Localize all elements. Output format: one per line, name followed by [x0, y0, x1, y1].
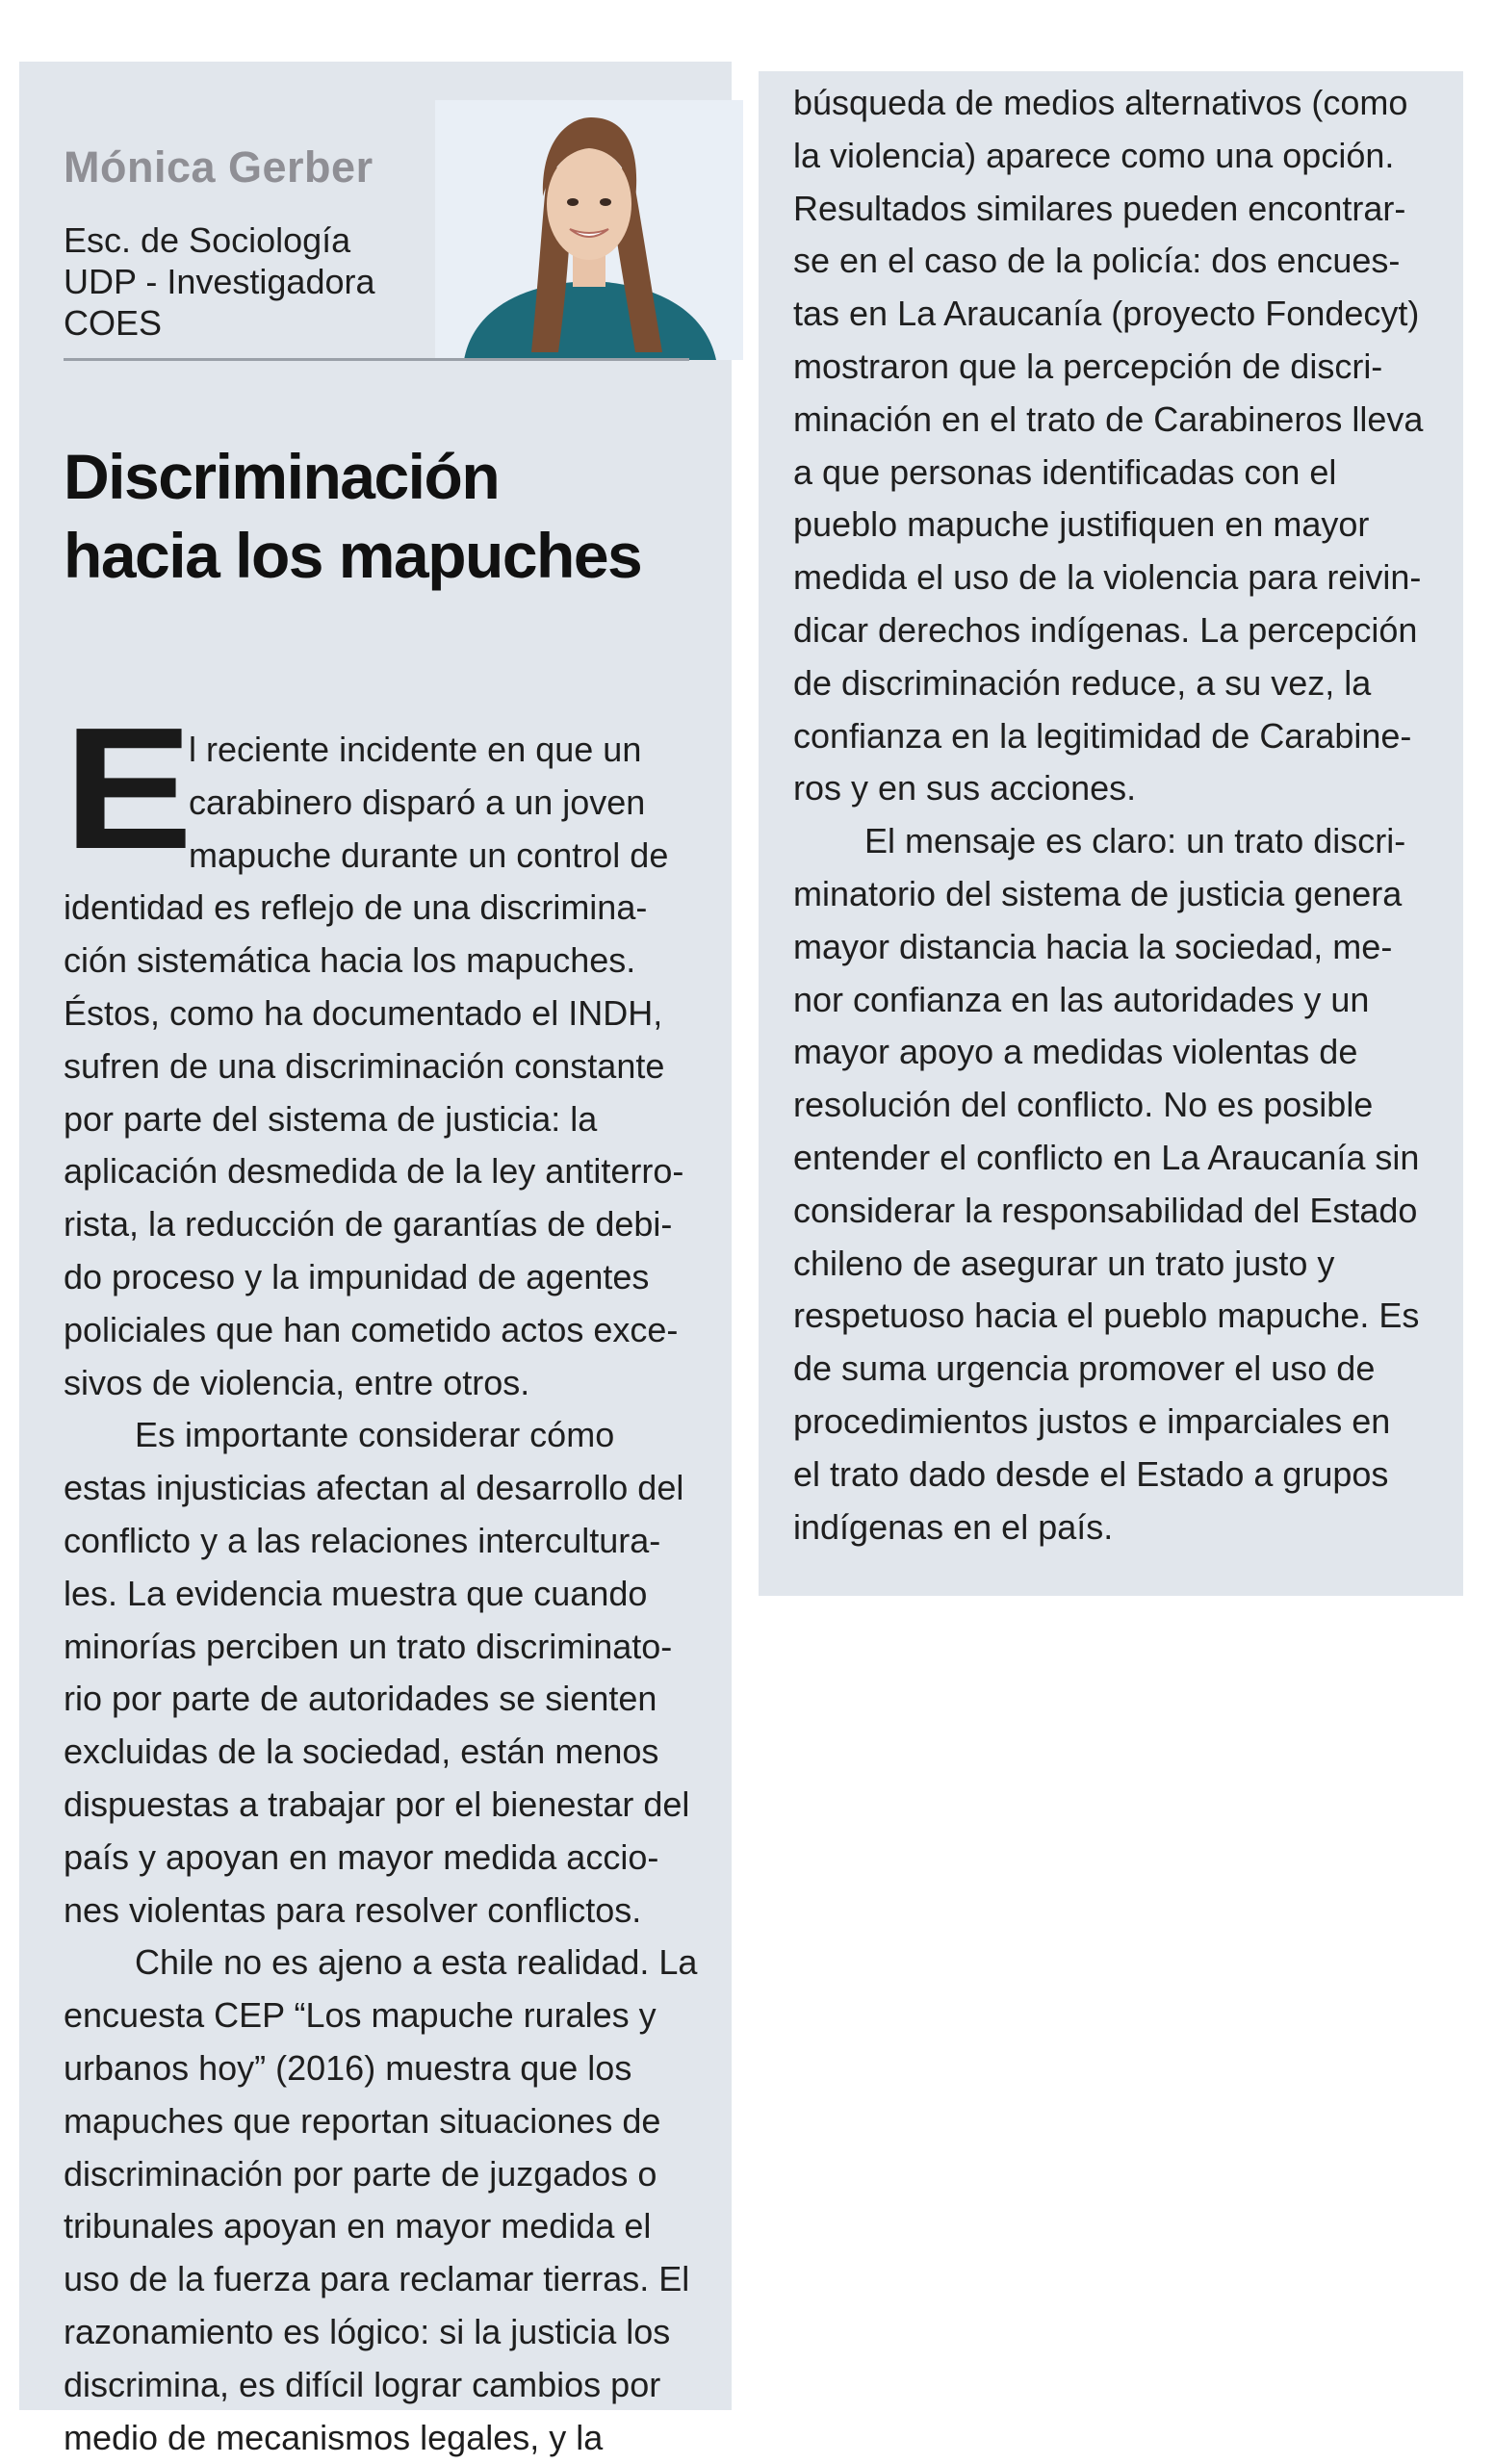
body-line: mayor distancia hacia la sociedad, me-	[793, 926, 1393, 966]
body-line: Resultados similares pueden encontrar-	[793, 188, 1406, 228]
body-line: uso de la fuerza para reclamar tierras. El	[64, 2259, 690, 2299]
body-line: entender el conflicto en La Araucanía sin	[793, 1137, 1420, 1177]
affiliation-line: Esc. de Sociología	[64, 220, 351, 260]
body-line: mapuches que reportan situaciones de	[64, 2100, 661, 2141]
body-line: tas en La Araucanía (proyecto Fondecyt)	[793, 294, 1420, 334]
body-line: l reciente incidente en que un	[189, 730, 642, 769]
affiliation-line: UDP - Investigadora	[64, 262, 375, 301]
body-line: Chile no es ajeno a esta realidad. La	[135, 1942, 698, 1983]
body-line: discrimina, es difícil lograr cambios por	[64, 2364, 661, 2404]
body-line: la violencia) aparece como una opción.	[793, 135, 1395, 175]
author-affiliation	[64, 219, 375, 344]
body-line: de suma urgencia promover el uso de	[793, 1348, 1376, 1389]
article-body-left	[64, 692, 728, 2464]
body-line: respetuoso hacia el pueblo mapuche. Es	[793, 1296, 1420, 1336]
body-line: encuesta CEP “Los mapuche rurales y	[64, 1995, 657, 2036]
body-line: aplicación desmedida de la ley antiterro-	[64, 1151, 684, 1192]
body-line: rio por parte de autoridades se sienten	[64, 1679, 657, 1719]
body-line: el trato dado desde el Estado a grupos	[793, 1453, 1389, 1494]
drop-cap: E	[64, 692, 193, 886]
body-line: chileno de asegurar un trato justo y	[793, 1243, 1335, 1283]
body-line: dicar derechos indígenas. La percepción	[793, 609, 1418, 650]
byline-divider	[64, 358, 689, 361]
body-line: minación en el trato de Carabineros lleva	[793, 398, 1424, 439]
body-line: Éstos, como ha documentado el INDH,	[64, 992, 663, 1033]
body-line: mayor apoyo a medidas violentas de	[793, 1032, 1358, 1072]
affiliation-line: COES	[64, 303, 163, 343]
body-line: mapuche durante un control de	[189, 834, 669, 875]
body-line: policiales que han cometido actos exce-	[64, 1309, 679, 1349]
body-line: estas injusticias afectan al desarrollo del	[64, 1468, 684, 1508]
body-line: carabinero disparó a un joven	[189, 782, 646, 822]
right-column	[759, 71, 1463, 1596]
body-line: por parte del sistema de justicia: la	[64, 1098, 598, 1139]
body-line: considerar la responsabilidad del Estado	[793, 1190, 1418, 1230]
body-line: país y apoyan en mayor medida accio-	[64, 1836, 659, 1877]
body-line: medio de mecanismos legales, y la	[64, 2417, 604, 2457]
headline-line: Discriminación	[64, 441, 500, 512]
body-line: rista, la reducción de garantías de debi-	[64, 1204, 673, 1245]
body-line: les. La evidencia muestra que cuando	[64, 1573, 648, 1613]
body-line: pueblo mapuche justifiquen en mayor	[793, 504, 1370, 545]
body-line: procedimientos justos e imparciales en	[793, 1400, 1391, 1441]
article-body-right	[793, 77, 1448, 1553]
body-line: resolución del conflicto. No es posible	[793, 1085, 1374, 1125]
body-line: El mensaje es claro: un trato discri-	[864, 821, 1406, 861]
body-line: de discriminación reduce, a su vez, la	[793, 662, 1372, 703]
body-line: razonamiento es lógico: si la justicia los	[64, 2311, 671, 2351]
body-line: minatorio del sistema de justicia genera	[793, 873, 1403, 913]
body-line: nes violentas para resolver conflictos.	[64, 1889, 642, 1930]
body-line: indígenas en el país.	[793, 1506, 1114, 1547]
body-line: sivos de violencia, entre otros.	[64, 1362, 530, 1402]
body-line: conflicto y a las relaciones intercultura-	[64, 1520, 661, 1560]
body-line: ción sistemática hacia los mapuches.	[64, 940, 636, 981]
headline-line: hacia los mapuches	[64, 520, 642, 591]
author-name: Mónica Gerber	[64, 142, 374, 192]
body-line: ros y en sus acciones.	[793, 768, 1137, 808]
article-headline	[64, 437, 737, 595]
body-line: tribunales apoyan en mayor medida el	[64, 2206, 652, 2246]
body-line: a que personas identificadas con el	[793, 451, 1337, 492]
body-line: urbanos hoy” (2016) muestra que los	[64, 2047, 632, 2088]
body-line: minorías perciben un trato discriminato-	[64, 1626, 673, 1666]
body-line: excluidas de la sociedad, están menos	[64, 1732, 659, 1772]
body-line: discriminación por parte de juzgados o	[64, 2153, 657, 2194]
body-line: Es importante considerar cómo	[135, 1415, 615, 1455]
body-line: mostraron que la percepción de discri-	[793, 346, 1383, 386]
body-line: nor confianza en las autoridades y un	[793, 979, 1370, 1019]
body-line: sufren de una discriminación constante	[64, 1045, 665, 1086]
author-byline	[64, 142, 375, 344]
body-line: do proceso y la impunidad de agentes	[64, 1256, 650, 1296]
left-column	[19, 62, 732, 2457]
body-line: búsqueda de medios alternativos (como	[793, 83, 1408, 122]
body-line: dispuestas a trabajar por el bienestar del	[64, 1784, 690, 1824]
body-line: medida el uso de la violencia para reivin-	[793, 557, 1422, 598]
author-portrait	[435, 100, 743, 360]
body-line: se en el caso de la policía: dos encues-	[793, 241, 1401, 281]
body-line: identidad es reflejo de una discrimina-	[64, 887, 648, 928]
body-line: confianza en la legitimidad de Carabine-	[793, 715, 1412, 756]
